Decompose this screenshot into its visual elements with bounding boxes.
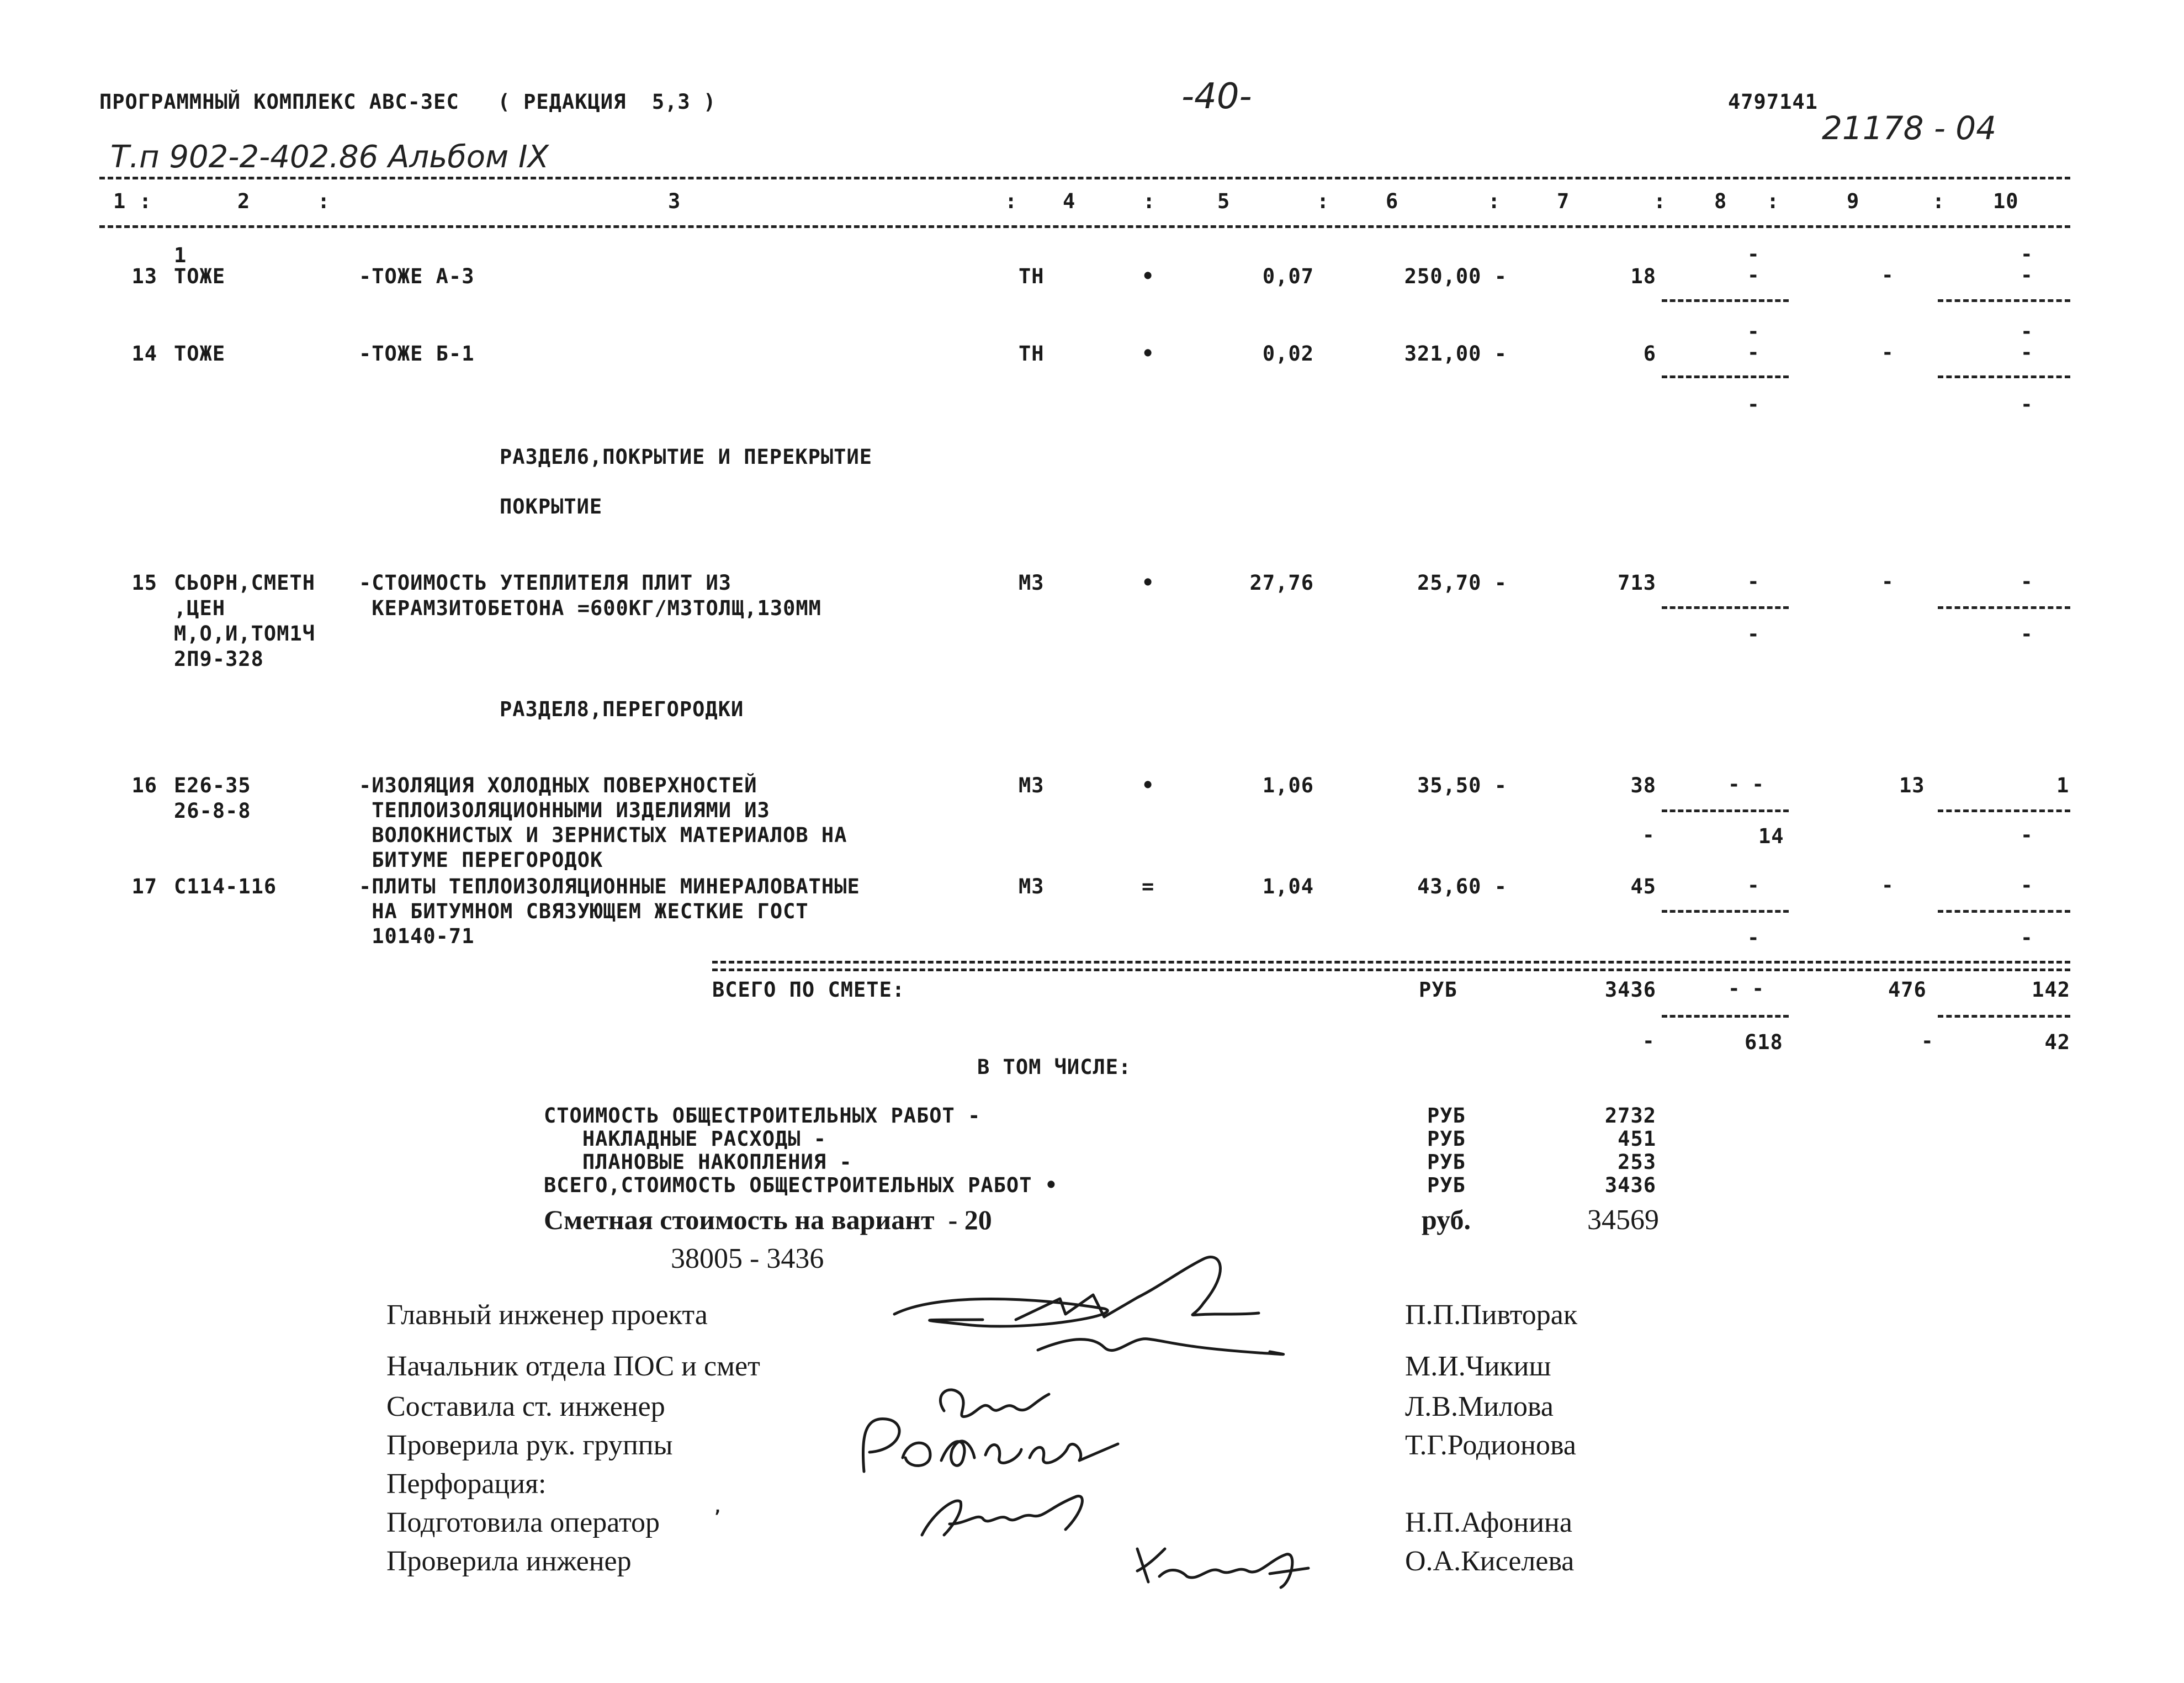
row-name: -ТОЖЕ Б-1 [359, 342, 475, 366]
row-col8-bottom: - [1747, 927, 1759, 949]
row-marker: = [1142, 875, 1155, 898]
row-quantity: 1,06 [1262, 774, 1314, 797]
row-price: 321,00 - [1404, 342, 1507, 366]
row-unit: ТН [1019, 342, 1045, 366]
row-unit: ТН [1019, 264, 1045, 288]
signature-name: О.А.Киселева [1405, 1546, 1575, 1577]
total-col8-bottom: 618 [1745, 1030, 1783, 1054]
col-6: 6 [1386, 189, 1399, 213]
row-code: ТОЖЕ [174, 342, 226, 366]
including-label: ВСЕГО,СТОИМОСТЬ ОБЩЕСТРОИТЕЛЬНЫХ РАБОТ • [544, 1173, 1058, 1197]
col-8: 8 [1714, 189, 1727, 213]
row-total: 45 [1630, 875, 1656, 898]
total-col8: - - [1728, 977, 1764, 1000]
row-price: 25,70 - [1417, 571, 1507, 595]
signature-role: Главный инженер проекта [386, 1299, 708, 1331]
total-col9: 476 [1888, 978, 1927, 1002]
album-reference: Т.п 902-2-402.86 Альбом IX [110, 139, 549, 175]
signature-name: М.И.Чикиш [1405, 1351, 1551, 1382]
row-quantity: 0,02 [1262, 342, 1314, 366]
row-number: 15 [131, 571, 157, 595]
row-col8-top: - [1747, 243, 1759, 266]
row-col9: - [1881, 341, 1894, 364]
including-label: ПЛАНОВЫЕ НАКОПЛЕНИЯ - [544, 1150, 852, 1174]
including-value: 451 [1618, 1127, 1656, 1151]
total-unit: РУБ [1419, 978, 1457, 1002]
total-col10: 142 [2032, 978, 2070, 1002]
row-col10: 1 [2056, 774, 2070, 797]
signature-name: Т.Г.Родионова [1405, 1430, 1576, 1461]
row-col8: - [1747, 570, 1759, 593]
total-label: ВСЕГО ПО СМЕТЕ: [712, 978, 905, 1002]
section-heading: РАЗДЕЛ6,ПОКРЫТИЕ И ПЕРЕКРЫТИЕ [500, 445, 873, 469]
row-price: 43,60 - [1417, 875, 1507, 898]
signature-role: Проверила инженер [386, 1546, 632, 1577]
signature-role: Проверила рук. группы [386, 1430, 673, 1461]
row-col10: - [2021, 570, 2033, 593]
including-value: 2732 [1604, 1104, 1656, 1128]
variant-label: Сметная стоимость на вариант - 20 [544, 1204, 992, 1235]
total-col7-bottom: - [1642, 1030, 1655, 1052]
total-col7: 3436 [1604, 978, 1656, 1002]
row-col10: - [2021, 341, 2033, 364]
variant-unit: руб. [1422, 1204, 1471, 1235]
col-1: 1 [113, 189, 126, 213]
row-code: С114-116 [174, 875, 277, 898]
total-col9-bottom: - [1921, 1030, 1933, 1052]
col-5: 5 [1217, 189, 1231, 213]
signature-mark-rodionova [853, 1405, 1140, 1488]
col-3: 3 [668, 189, 681, 213]
row-col8: - [1747, 264, 1759, 287]
row-number: 13 [131, 264, 157, 288]
row-quantity: 27,76 [1249, 571, 1314, 595]
section-heading: РАЗДЕЛ8,ПЕРЕГОРОДКИ [500, 697, 744, 721]
section-subheading: ПОКРЫТИЕ [500, 495, 603, 518]
row-code-top: 1 [174, 244, 187, 267]
row-col8: - [1747, 341, 1759, 364]
row-unit: М3 [1019, 774, 1045, 797]
including-unit: РУБ [1427, 1127, 1466, 1151]
row-col8-top: - [1747, 320, 1759, 343]
signature-mark-operator [911, 1480, 1104, 1552]
row-total: 6 [1643, 342, 1656, 366]
row-col10-bottom: - [2021, 824, 2033, 846]
signature-mark-engineer [1126, 1532, 1314, 1599]
including-label: СТОИМОСТЬ ОБЩЕСТРОИТЕЛЬНЫХ РАБОТ - [544, 1104, 981, 1128]
row-col9: 13 [1899, 774, 1925, 797]
row-total: 18 [1630, 264, 1656, 288]
col-4: 4 [1063, 189, 1076, 213]
row-col8: - [1747, 874, 1759, 897]
row-col8-bottom: - [1747, 393, 1759, 416]
row-number: 17 [131, 875, 157, 898]
signature-name: Н.П.Афонина [1405, 1507, 1572, 1538]
row-name: -ИЗОЛЯЦИЯ ХОЛОДНЫХ ПОВЕРХНОСТЕЙ ТЕПЛОИЗОЛЯЦИОННЫМИ ИЗДЕЛИЯМИ ИЗ ВОЛОКНИСТЫХ И ЗЕРНИСТЫХ МАТЕРИАЛОВ НА БИТУМЕ ПЕРЕГОРОДОК [359, 774, 847, 872]
row-name: -ПЛИТЫ ТЕПЛОИЗОЛЯЦИОННЫЕ МИНЕРАЛОВАТНЫЕ НА БИТУМНОМ СВЯЗУЮЩЕМ ЖЕСТКИЕ ГОСТ 10140-71 [359, 875, 860, 948]
row-col10: - [2021, 264, 2033, 287]
page-number: -40- [1181, 76, 1252, 117]
row-col10-top: - [2021, 243, 2033, 266]
row-code: Е26-35 26-8-8 [174, 774, 251, 823]
row-col8-bottom: 14 [1758, 824, 1784, 848]
row-col7-bottom: - [1642, 824, 1655, 846]
row-unit: М3 [1019, 571, 1045, 595]
header-rule-top [99, 177, 2070, 179]
row-number: 16 [131, 774, 157, 797]
row-code: СЬОРН,СМЕТН ,ЦЕН М,О,И,ТОМ1Ч 2П9-328 [174, 571, 316, 671]
row-code: ТОЖЕ [174, 264, 226, 288]
row-col9: - [1881, 264, 1894, 287]
total-rule [712, 961, 2070, 964]
signature-name: П.П.Пивторак [1405, 1299, 1578, 1331]
including-unit: РУБ [1427, 1150, 1466, 1174]
row-quantity: 0,07 [1262, 264, 1314, 288]
col-7: 7 [1557, 189, 1570, 213]
including-value: 253 [1618, 1150, 1656, 1174]
row-name: -ТОЖЕ А-3 [359, 264, 475, 288]
including-unit: РУБ [1427, 1104, 1466, 1128]
row-price: 35,50 - [1417, 774, 1507, 797]
col-9: 9 [1847, 189, 1860, 213]
row-name: -СТОИМОСТЬ УТЕПЛИТЕЛЯ ПЛИТ ИЗ КЕРАМЗИТОБЕТОНА =600КГ/М3ТОЛЩ,130ММ [359, 571, 821, 620]
row-marker: • [1142, 571, 1155, 595]
signature-mark-chief-engineer [872, 1237, 1303, 1380]
col-10: 10 [1993, 189, 2019, 213]
row-col10-bottom: - [2021, 927, 2033, 949]
handwritten-code: 21178 - 04 [1822, 109, 1997, 147]
col-2: 2 [237, 189, 251, 213]
header-rule-bottom [99, 225, 2070, 228]
row-marker: • [1142, 342, 1155, 366]
row-unit: М3 [1019, 875, 1045, 898]
row-col10-top: - [2021, 320, 2033, 343]
including-value: 3436 [1604, 1173, 1656, 1197]
row-col8-bottom: - [1747, 623, 1759, 645]
row-number: 14 [131, 342, 157, 366]
row-col9: - [1881, 570, 1894, 593]
including-unit: РУБ [1427, 1173, 1466, 1197]
including-title: В ТОМ ЧИСЛЕ: [977, 1055, 1132, 1079]
signature-name: Л.В.Милова [1405, 1391, 1554, 1422]
row-total: 38 [1630, 774, 1656, 797]
row-col8: - - [1728, 773, 1764, 796]
row-col10-bottom: - [2021, 623, 2033, 645]
signature-role: Подготовила оператор [386, 1507, 660, 1538]
signature-role: Начальник отдела ПОС и смет [386, 1351, 760, 1382]
row-total: 713 [1618, 571, 1656, 595]
row-quantity: 1,04 [1262, 875, 1314, 898]
row-marker: • [1142, 774, 1155, 797]
including-label: НАКЛАДНЫЕ РАСХОДЫ - [544, 1127, 827, 1151]
variant-calculation: 38005 - 3436 [671, 1243, 824, 1274]
row-marker: • [1142, 264, 1155, 288]
row-col10: - [2021, 874, 2033, 897]
signature-role: Перфорация: [386, 1468, 547, 1500]
program-title: ПРОГРАММНЫЙ КОМПЛЕКС АВС-3ЕС ( РЕДАКЦИЯ 5,3 ) [99, 90, 717, 114]
total-col10-bottom: 42 [2044, 1030, 2070, 1054]
variant-value: 34569 [1587, 1204, 1659, 1236]
signature-role: Составила ст. инженер [386, 1391, 665, 1422]
row-price: 250,00 - [1404, 264, 1507, 288]
doc-code: 4797141 [1728, 90, 1818, 114]
row-col9: - [1881, 874, 1894, 897]
row-col10-bottom: - [2021, 393, 2033, 416]
